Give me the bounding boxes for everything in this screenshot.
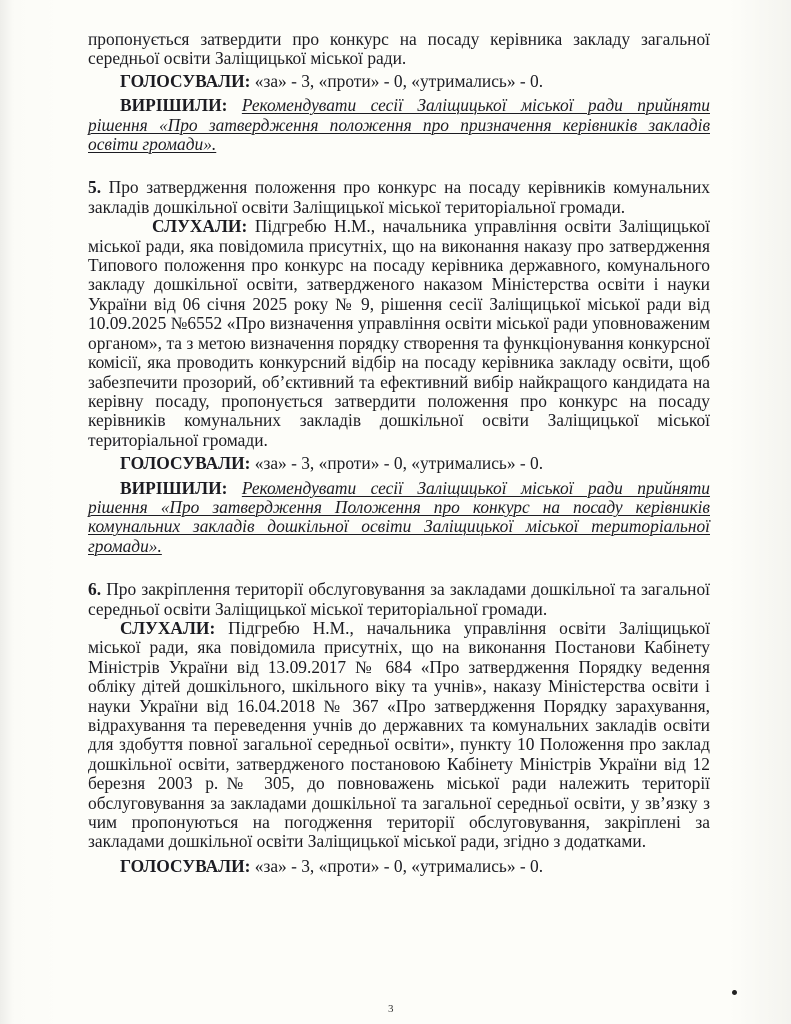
item5-voted	[88, 454, 710, 473]
item6-voted	[88, 857, 710, 876]
item6-number: 6.	[88, 579, 102, 600]
section-spacer	[88, 154, 710, 178]
item5-decided-label: ВИРІШИЛИ:	[120, 477, 228, 498]
item6-voted-text: «за» - 3, «проти» - 0, «утримались» - 0.	[250, 855, 544, 876]
item5-heard	[88, 217, 710, 450]
item4-voted-label: ГОЛОСУВАЛИ:	[120, 70, 251, 91]
item5-heard-text: Підгребю Н.М., начальника управління освіти Заліщицької міської ради, яка повідомила присутніх, що на виконання наказу про затвердження Типового положення про конкурс на посаду керівника державного, комунального закладу дошкільної освіти, затвердженого наказом Міністерства освіти і науки України від 06 січня 2025 року № 9, рішення сесії Заліщицької міської ради від 10.09.2025 №6552 «Про визначення управління освіти міської ради уповноваженим органом», та з метою визначення порядку створення та функціонування конкурсної комісії, яка проводить конкурсний відбір на посаду керівника закладу освіти, щоб забезпечити прозорий, об’єктивний та ефективний вибір найкращого кандидата на керівну посаду, пропонується затвердити положення про конкурс на посаду керівників комунальних закладів дошкільної освіти Заліщицької міської територіальної громади.	[88, 216, 710, 450]
item4-decided	[88, 96, 710, 154]
item4-decision-text: Рекомендувати сесії Заліщицької міської ради прийняти рішення «Про затвердження положення про призначення керівників закладів освіти громади».	[88, 95, 710, 155]
item5-number: 5.	[88, 177, 102, 198]
item4-voted	[88, 72, 710, 91]
item6-heard	[88, 619, 710, 852]
item4-voted-text: «за» - 3, «проти» - 0, «утримались» - 0.	[250, 70, 544, 91]
item6-heard-label: СЛУХАЛИ:	[120, 617, 216, 638]
section-spacer	[88, 556, 710, 580]
item5-voted-label: ГОЛОСУВАЛИ:	[120, 453, 251, 474]
item5-heading	[88, 178, 710, 217]
scan-mark	[732, 990, 737, 995]
item5-heard-label: СЛУХАЛИ:	[152, 216, 248, 237]
item5-decision-text: Рекомендувати сесії Заліщицької міської ради прийняти рішення «Про затвердження Положення про конкурс на посаду керівників комунальних закладів дошкільної освіти Заліщицької міської територіальної громади».	[88, 477, 710, 556]
item5-title: Про затвердження положення про конкурс на посаду керівників комунальних закладів дошкільної освіти Заліщицької міської територіальної громади.	[88, 177, 710, 217]
page-number: 3	[388, 1003, 394, 1015]
item6-heard-text: Підгребю Н.М., начальника управління освіти Заліщицької міської ради, яка повідомила присутніх, що на виконання Постанови Кабінету Міністрів України від 13.09.2017 № 684 «Про затвердження Порядку ведення обліку дітей дошкільного, шкільного віку та учнів», наказу Міністерства освіти і науки України від 16.04.2018 № 367 «Про затвердження Порядку зарахування, відрахування та переведення учнів до державних та комунальних закладів освіти для здобуття повної загальної середньої освіти», пункту 10 Положення про заклад дошкільної освіти, затвердженого постановою Кабінету Міністрів України від 12 березня 2003 р.№ 305, до повноважень міської ради належить території обслуговування за закладами дошкільної та загальної середньої освіти, у зв’язку з чим пропонуються на погодження території обслуговування, закріплені за закладами дошкільної освіти Заліщицької міської ради, згідно з додатками.	[88, 617, 710, 852]
item5-decided	[88, 479, 710, 557]
intro-text: пропонується затвердити про конкурс на посаду керівника закладу загальної середньої освіти Заліщицької міської ради.	[88, 29, 710, 69]
item4-decided-label: ВИРІШИЛИ:	[120, 95, 228, 116]
document-body	[88, 30, 710, 876]
item6-heading	[88, 580, 710, 619]
item6-voted-label: ГОЛОСУВАЛИ:	[120, 855, 251, 876]
item5-voted-text: «за» - 3, «проти» - 0, «утримались» - 0.	[250, 453, 544, 474]
item6-title: Про закріплення території обслуговування за закладами дошкільної та загальної середньої освіти Заліщицької міської територіальної громади.	[88, 579, 710, 619]
intro-paragraph	[88, 30, 710, 69]
